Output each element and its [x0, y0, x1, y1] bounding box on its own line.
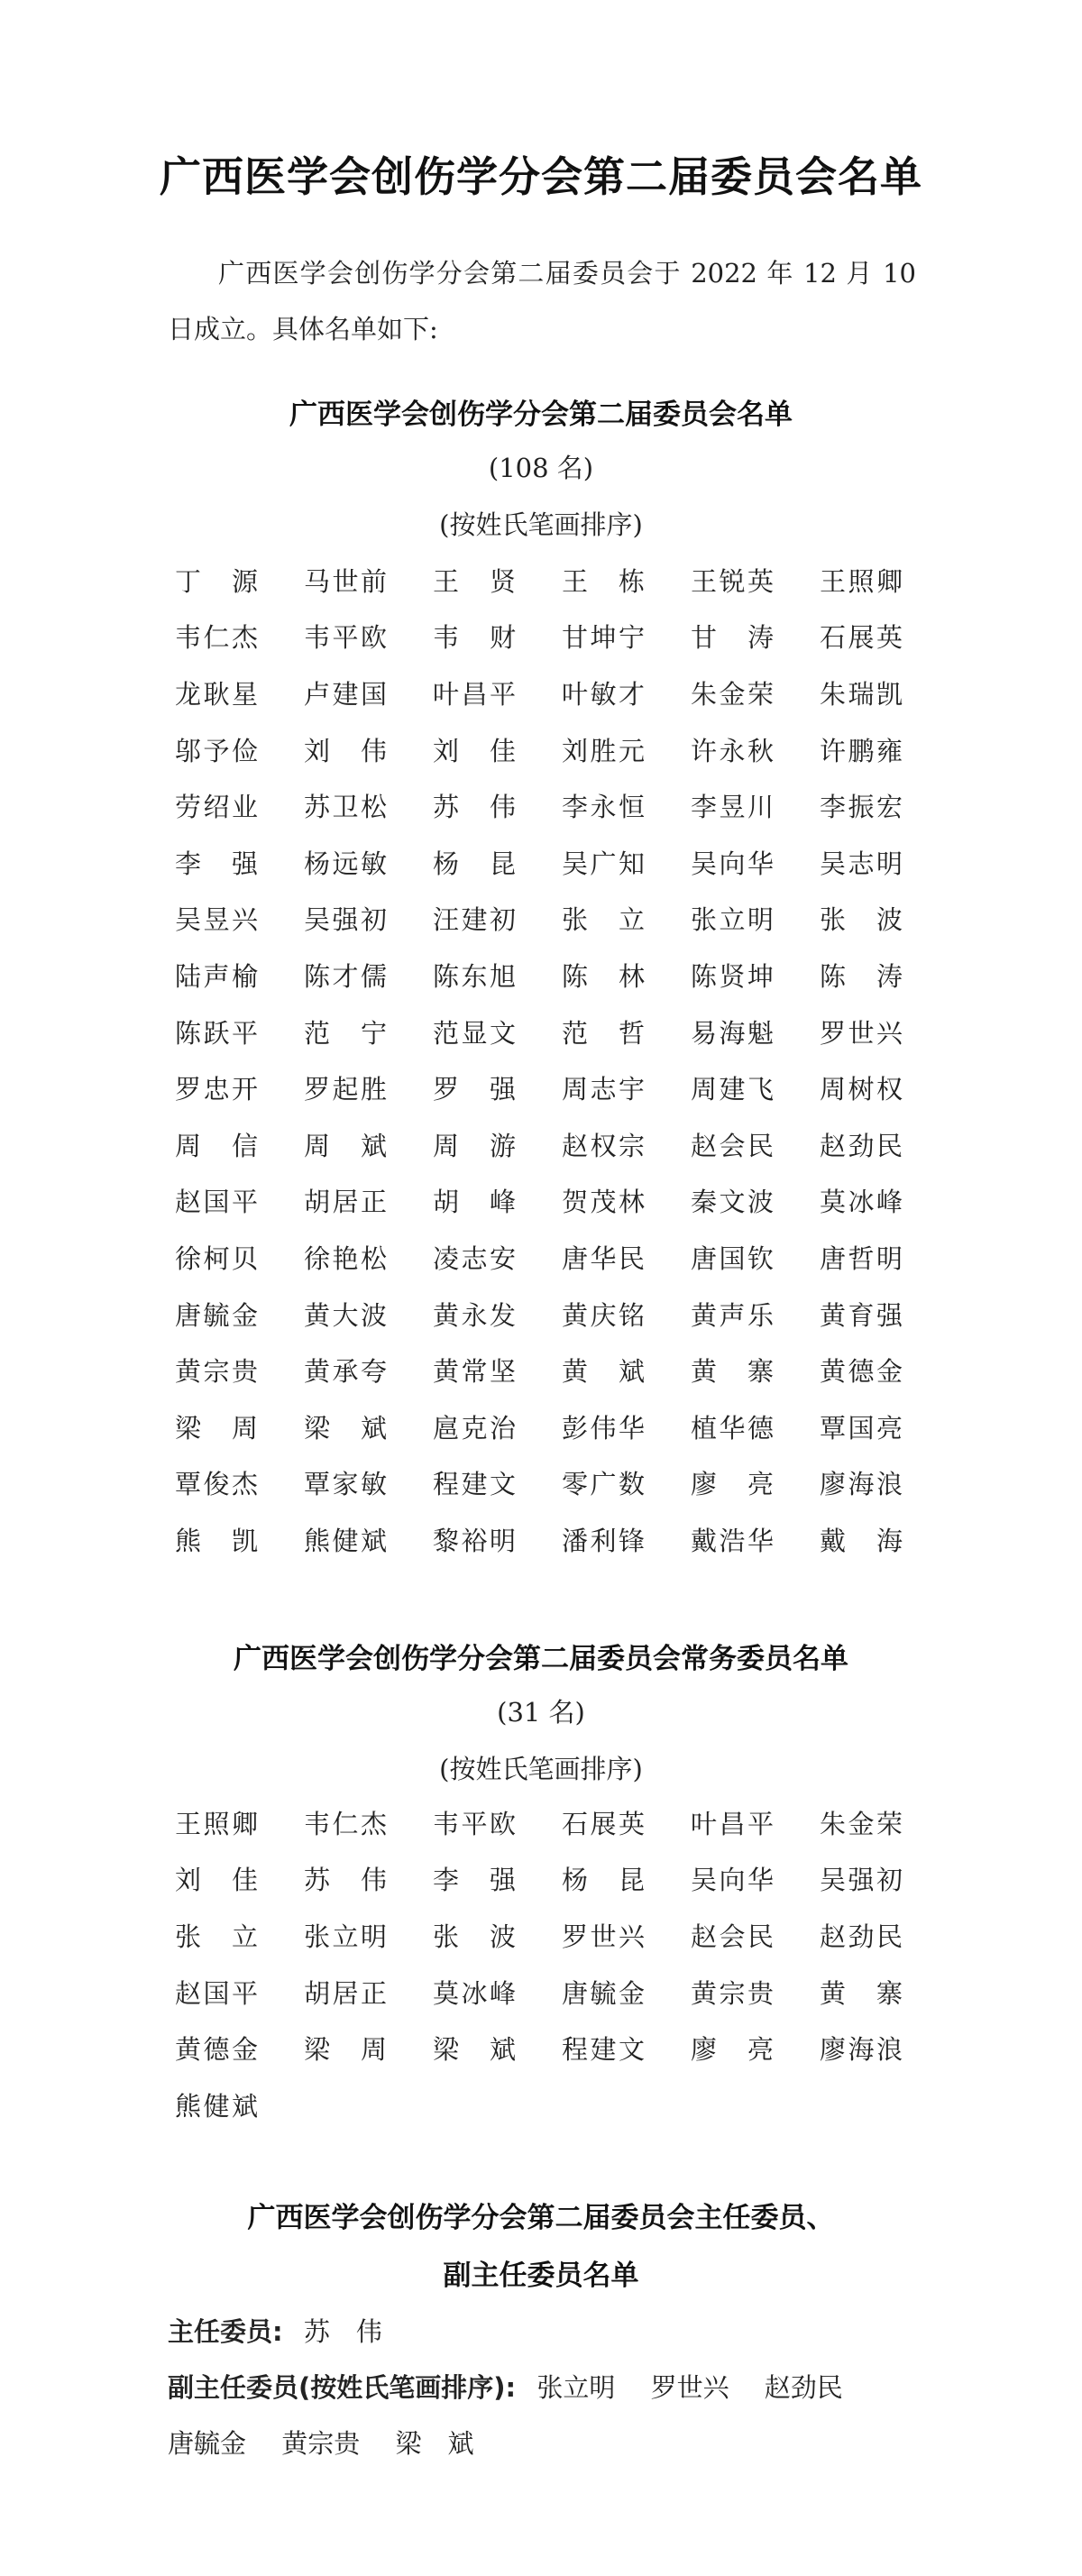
committee-member-name: 许 永 秋	[691, 735, 774, 766]
standing-member-name: 黄 寨	[820, 1977, 903, 2009]
committee-member-name: 周 建 飞	[691, 1074, 774, 1105]
vice-chair-label: 副主任委员(按姓氏笔画排序):	[168, 2372, 517, 2403]
committee-member-name: 王 栋	[562, 565, 645, 597]
standing-member-name: 杨 昆	[562, 1865, 645, 1896]
committee-member-name: 陈 东 旭	[433, 960, 516, 992]
committee-member-name: 李 振 宏	[820, 792, 903, 823]
standing-order-note: (按姓氏笔画排序)	[439, 1754, 643, 1784]
committee-member-name: 汪 建 初	[433, 904, 516, 936]
committee-member-name: 扈 克 治	[433, 1412, 516, 1444]
standing-count: (31 名)	[497, 1697, 585, 1728]
committee-member-name: 黄 庆 铭	[562, 1299, 645, 1331]
standing-member-name: 黄 宗 贵	[691, 1977, 774, 2009]
committee-member-name: 黄 永 发	[433, 1299, 516, 1331]
committee-member-name: 王 照 卿	[820, 565, 903, 597]
committee-member-name: 覃 国 亮	[820, 1412, 903, 1444]
standing-member-name: 莫 冰 峰	[433, 1977, 516, 2009]
vice-chair-name: 黄宗贵	[281, 2428, 361, 2459]
committee-member-name: 零 广 数	[562, 1469, 645, 1500]
committee-member-name: 周 志 宇	[562, 1074, 645, 1105]
committee-count: (108 名)	[488, 453, 594, 483]
standing-member-name: 赵 劲 民	[820, 1921, 903, 1952]
committee-member-name: 朱 瑞 凯	[820, 678, 903, 710]
committee-order-note: (按姓氏笔画排序)	[439, 509, 643, 540]
vice-chair-name: 唐毓金	[168, 2428, 247, 2459]
chair-row	[168, 2312, 409, 2349]
standing-member-name: 韦 平 欧	[433, 1808, 516, 1839]
committee-member-name: 黄 育 强	[820, 1299, 903, 1331]
committee-member-name: 戴 浩 华	[691, 1525, 774, 1556]
committee-member-name: 范 哲	[562, 1017, 645, 1049]
standing-member-name: 李 强	[433, 1865, 516, 1896]
vice-chair-name: 梁 斌	[395, 2428, 474, 2459]
committee-member-name: 张 波	[820, 904, 903, 936]
committee-member-name: 黄 斌	[562, 1356, 645, 1388]
committee-member-name: 黄 常 坚	[433, 1356, 516, 1388]
committee-member-name: 黎 裕 明	[433, 1525, 516, 1556]
committee-member-name: 陈 跃 平	[175, 1017, 258, 1049]
committee-member-name: 龙 耿 星	[175, 678, 258, 710]
chair-label: 主任委员:	[168, 2316, 283, 2347]
standing-member-name: 廖 海 浪	[820, 2034, 903, 2066]
committee-member-name: 韦 财	[433, 622, 516, 654]
committee-member-name: 胡 峰	[433, 1187, 516, 1218]
committee-member-name: 罗 强	[433, 1074, 516, 1105]
vice-chair-name: 罗世兴	[650, 2372, 729, 2403]
committee-member-name: 韦 仁 杰	[175, 622, 258, 654]
standing-member-name: 张 立	[175, 1921, 258, 1952]
standing-member-name: 朱 金 荣	[820, 1808, 903, 1839]
committee-member-name: 甘 坤 宁	[562, 622, 645, 654]
committee-member-name: 罗 起 胜	[304, 1074, 387, 1105]
standing-member-name: 王 照 卿	[175, 1808, 258, 1839]
committee-member-name: 李 永 恒	[562, 792, 645, 823]
committee-member-name: 叶 敏 才	[562, 678, 645, 710]
committee-member-name: 张 立 明	[691, 904, 774, 936]
committee-member-name: 唐 毓 金	[175, 1299, 258, 1331]
committee-member-name: 邬 予 俭	[175, 735, 258, 766]
committee-member-name: 陈 涛	[820, 960, 903, 992]
document-title: 广西医学会创伤学分会第二届委员会名单	[160, 152, 922, 201]
intro-paragraph	[168, 245, 916, 357]
committee-member-name: 赵 国 平	[175, 1187, 258, 1218]
committee-member-name: 凌 志 安	[433, 1242, 516, 1274]
committee-member-name: 潘 利 锋	[562, 1525, 645, 1556]
committee-member-name: 唐 哲 明	[820, 1242, 903, 1274]
committee-member-name: 赵 会 民	[691, 1130, 774, 1161]
committee-member-name: 黄 宗 贵	[175, 1356, 258, 1388]
committee-member-name: 陈 林	[562, 960, 645, 992]
standing-member-name: 赵 会 民	[691, 1921, 774, 1952]
standing-member-name: 苏 伟	[304, 1865, 387, 1896]
chair-name: 苏 伟	[303, 2316, 382, 2347]
committee-member-name: 叶 昌 平	[433, 678, 516, 710]
committee-member-name: 陈 才 儒	[304, 960, 387, 992]
committee-member-name: 吴 志 明	[820, 848, 903, 879]
committee-member-name: 杨 远 敏	[304, 848, 387, 879]
committee-member-name: 范 显 文	[433, 1017, 516, 1049]
standing-member-name: 刘 佳	[175, 1865, 258, 1896]
standing-member-name: 胡 居 正	[304, 1977, 387, 2009]
committee-member-name: 戴 海	[820, 1525, 903, 1556]
committee-member-name: 王 锐 英	[691, 565, 774, 597]
vice-chair-name: 张立明	[536, 2372, 616, 2403]
committee-member-name: 石 展 英	[820, 622, 903, 654]
committee-member-name: 唐 国 钦	[691, 1242, 774, 1274]
committee-member-name: 张 立	[562, 904, 645, 936]
committee-member-name: 甘 涛	[691, 622, 774, 654]
committee-member-name: 苏 伟	[433, 792, 516, 823]
standing-member-name: 韦 仁 杰	[304, 1808, 387, 1839]
committee-member-name: 刘 伟	[304, 735, 387, 766]
committee-member-name: 许 鹏 雍	[820, 735, 903, 766]
committee-member-name: 王 贤	[433, 565, 516, 597]
committee-member-name: 吴 强 初	[304, 904, 387, 936]
standing-member-name: 程 建 文	[562, 2034, 645, 2066]
standing-member-name: 赵 国 平	[175, 1977, 258, 2009]
committee-member-name: 胡 居 正	[304, 1187, 387, 1218]
committee-member-name: 梁 周	[175, 1412, 258, 1444]
committee-member-name: 覃 俊 杰	[175, 1469, 258, 1500]
committee-member-name: 范 宁	[304, 1017, 387, 1049]
committee-member-name: 徐 柯 贝	[175, 1242, 258, 1274]
committee-member-name: 赵 劲 民	[820, 1130, 903, 1161]
standing-member-name: 吴 强 初	[820, 1865, 903, 1896]
intro-line-1: 广西医学会创伤学分会第二届委员会于 2022 年 12 月 10	[218, 258, 916, 289]
standing-member-name: 熊 健 斌	[175, 2090, 258, 2122]
committee-member-name: 黄 大 波	[304, 1299, 387, 1331]
committee-member-name: 韦 平 欧	[304, 622, 387, 654]
vice-chair-name: 赵劲民	[764, 2372, 843, 2403]
committee-member-name: 苏 卫 松	[304, 792, 387, 823]
committee-member-name: 徐 艳 松	[304, 1242, 387, 1274]
committee-member-name: 周 斌	[304, 1130, 387, 1161]
committee-member-name: 马 世 前	[304, 565, 387, 597]
committee-member-name: 黄 德 金	[820, 1356, 903, 1388]
committee-member-name: 覃 家 敏	[304, 1469, 387, 1500]
committee-member-name: 彭 伟 华	[562, 1412, 645, 1444]
committee-member-name: 黄 承 夸	[304, 1356, 387, 1388]
committee-member-name: 莫 冰 峰	[820, 1187, 903, 1218]
committee-member-name: 黄 声 乐	[691, 1299, 774, 1331]
committee-member-name: 秦 文 波	[691, 1187, 774, 1218]
committee-member-name: 廖 海 浪	[820, 1469, 903, 1500]
standing-member-name: 张 立 明	[304, 1921, 387, 1952]
committee-member-name: 植 华 德	[691, 1412, 774, 1444]
committee-member-name: 贺 茂 林	[562, 1187, 645, 1218]
committee-member-name: 梁 斌	[304, 1412, 387, 1444]
committee-name-grid	[175, 552, 923, 1568]
standing-member-name: 黄 德 金	[175, 2034, 258, 2066]
standing-member-name: 张 波	[433, 1921, 516, 1952]
standing-title: 广西医学会创伤学分会第二届委员会常务委员名单	[234, 1643, 848, 1675]
leaders-title-line-2: 副主任委员名单	[443, 2260, 639, 2292]
committee-member-name: 丁 源	[175, 565, 258, 597]
committee-title: 广西医学会创伤学分会第二届委员会名单	[289, 399, 793, 431]
committee-member-name: 陈 贤 坤	[691, 960, 774, 992]
standing-member-name: 叶 昌 平	[691, 1808, 774, 1839]
committee-member-name: 周 树 权	[820, 1074, 903, 1105]
committee-member-name: 罗 世 兴	[820, 1017, 903, 1049]
committee-member-name: 熊 健 斌	[304, 1525, 387, 1556]
committee-member-name: 熊 凯	[175, 1525, 258, 1556]
committee-member-name: 程 建 文	[433, 1469, 516, 1500]
committee-member-name: 陆 声 榆	[175, 960, 258, 992]
standing-member-name: 梁 斌	[433, 2034, 516, 2066]
committee-member-name: 罗 忠 开	[175, 1074, 258, 1105]
standing-name-grid	[175, 1794, 923, 2133]
standing-member-name: 石 展 英	[562, 1808, 645, 1839]
committee-member-name: 卢 建 国	[304, 678, 387, 710]
committee-member-name: 赵 权 宗	[562, 1130, 645, 1161]
committee-member-name: 劳 绍 业	[175, 792, 258, 823]
committee-member-name: 李 昱 川	[691, 792, 774, 823]
committee-member-name: 吴 广 知	[562, 848, 645, 879]
standing-member-name: 吴 向 华	[691, 1865, 774, 1896]
committee-member-name: 周 信	[175, 1130, 258, 1161]
committee-member-name: 廖 亮	[691, 1469, 774, 1500]
vice-chair-row-1	[168, 2368, 870, 2405]
standing-member-name: 罗 世 兴	[562, 1921, 645, 1952]
committee-member-name: 周 游	[433, 1130, 516, 1161]
committee-member-name: 刘 胜 元	[562, 735, 645, 766]
intro-line-2: 日成立。具体名单如下:	[168, 314, 438, 344]
committee-member-name: 刘 佳	[433, 735, 516, 766]
committee-member-name: 易 海 魁	[691, 1017, 774, 1049]
committee-member-name: 朱 金 荣	[691, 678, 774, 710]
leaders-title-line-1: 广西医学会创伤学分会第二届委员会主任委员、	[247, 2202, 835, 2234]
committee-member-name: 吴 昱 兴	[175, 904, 258, 936]
standing-member-name: 唐 毓 金	[562, 1977, 645, 2009]
committee-member-name: 吴 向 华	[691, 848, 774, 879]
committee-member-name: 唐 华 民	[562, 1242, 645, 1274]
committee-member-name: 黄 寨	[691, 1356, 774, 1388]
standing-member-name: 梁 周	[304, 2034, 387, 2066]
vice-chair-row-2	[168, 2424, 500, 2461]
standing-member-name: 廖 亮	[691, 2034, 774, 2066]
committee-member-name: 杨 昆	[433, 848, 516, 879]
committee-member-name: 李 强	[175, 848, 258, 879]
